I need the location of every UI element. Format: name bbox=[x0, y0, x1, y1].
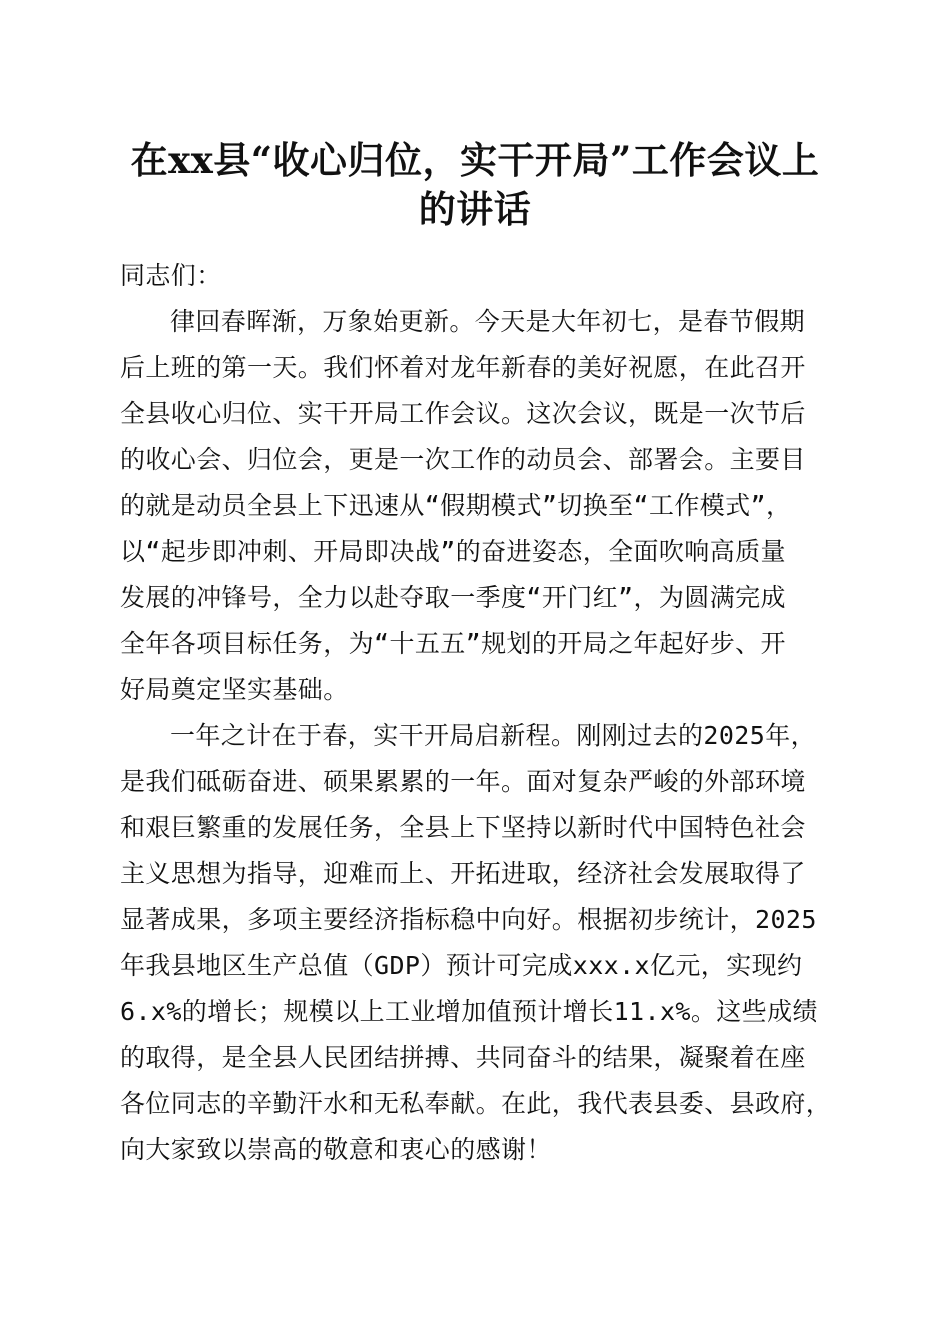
document-body bbox=[120, 253, 832, 1173]
paragraph-line: 显著成果，多项主要经济指标稳中向好。根据初步统计，2025 bbox=[120, 905, 817, 934]
title-line-2: 的讲话 bbox=[418, 187, 532, 231]
paragraph-2 bbox=[120, 713, 832, 1173]
paragraph-1 bbox=[120, 299, 832, 713]
document-title bbox=[90, 136, 860, 234]
salutation: 同志们： bbox=[120, 261, 222, 290]
paragraph-line: 律回春晖渐，万象始更新。今天是大年初七，是春节假期 bbox=[170, 307, 806, 336]
paragraph-line: 一年之计在于春，实干开局启新程。刚刚过去的2025年， bbox=[170, 721, 817, 750]
paragraph-line: 各位同志的辛勤汗水和无私奉献。在此，我代表县委、县政府， bbox=[120, 1089, 832, 1118]
paragraph-line: 6.x%的增长；规模以上工业增加值预计增长11.x%。这些成绩 bbox=[120, 997, 818, 1026]
paragraph-line: 以“起步即冲刺、开局即决战”的奋进姿态，全面吹响高质量 bbox=[120, 537, 786, 566]
paragraph-line: 的就是动员全县上下迅速从“假期模式”切换至“工作模式”， bbox=[120, 491, 792, 520]
paragraph-line: 年我县地区生产总值（GDP）预计可完成xxx.x亿元，实现约 bbox=[120, 951, 803, 980]
paragraph-line: 是我们砥砺奋进、硕果累累的一年。面对复杂严峻的外部环境 bbox=[120, 767, 806, 796]
paragraph-line: 主义思想为指导，迎难而上、开拓进取，经济社会发展取得了 bbox=[120, 859, 806, 888]
paragraph-line: 全县收心归位、实干开局工作会议。这次会议，既是一次节后 bbox=[120, 399, 806, 428]
paragraph-line: 后上班的第一天。我们怀着对龙年新春的美好祝愿，在此召开 bbox=[120, 353, 806, 382]
title-line-1: 在xx县“收心归位，实干开局”工作会议上 bbox=[130, 138, 820, 182]
paragraph-line: 发展的冲锋号，全力以赴夺取一季度“开门红”，为圆满完成 bbox=[120, 583, 786, 612]
paragraph-line: 和艰巨繁重的发展任务，全县上下坚持以新时代中国特色社会 bbox=[120, 813, 806, 842]
paragraph-line: 全年各项目标任务，为“十五五”规划的开局之年起好步、开 bbox=[120, 629, 786, 658]
paragraph-line: 好局奠定坚实基础。 bbox=[120, 675, 349, 704]
paragraph-line: 向大家致以崇高的敬意和衷心的感谢！ bbox=[120, 1135, 552, 1164]
paragraph-line: 的取得，是全县人民团结拼搏、共同奋斗的结果，凝聚着在座 bbox=[120, 1043, 806, 1072]
paragraph-line: 的收心会、归位会，更是一次工作的动员会、部署会。主要目 bbox=[120, 445, 806, 474]
